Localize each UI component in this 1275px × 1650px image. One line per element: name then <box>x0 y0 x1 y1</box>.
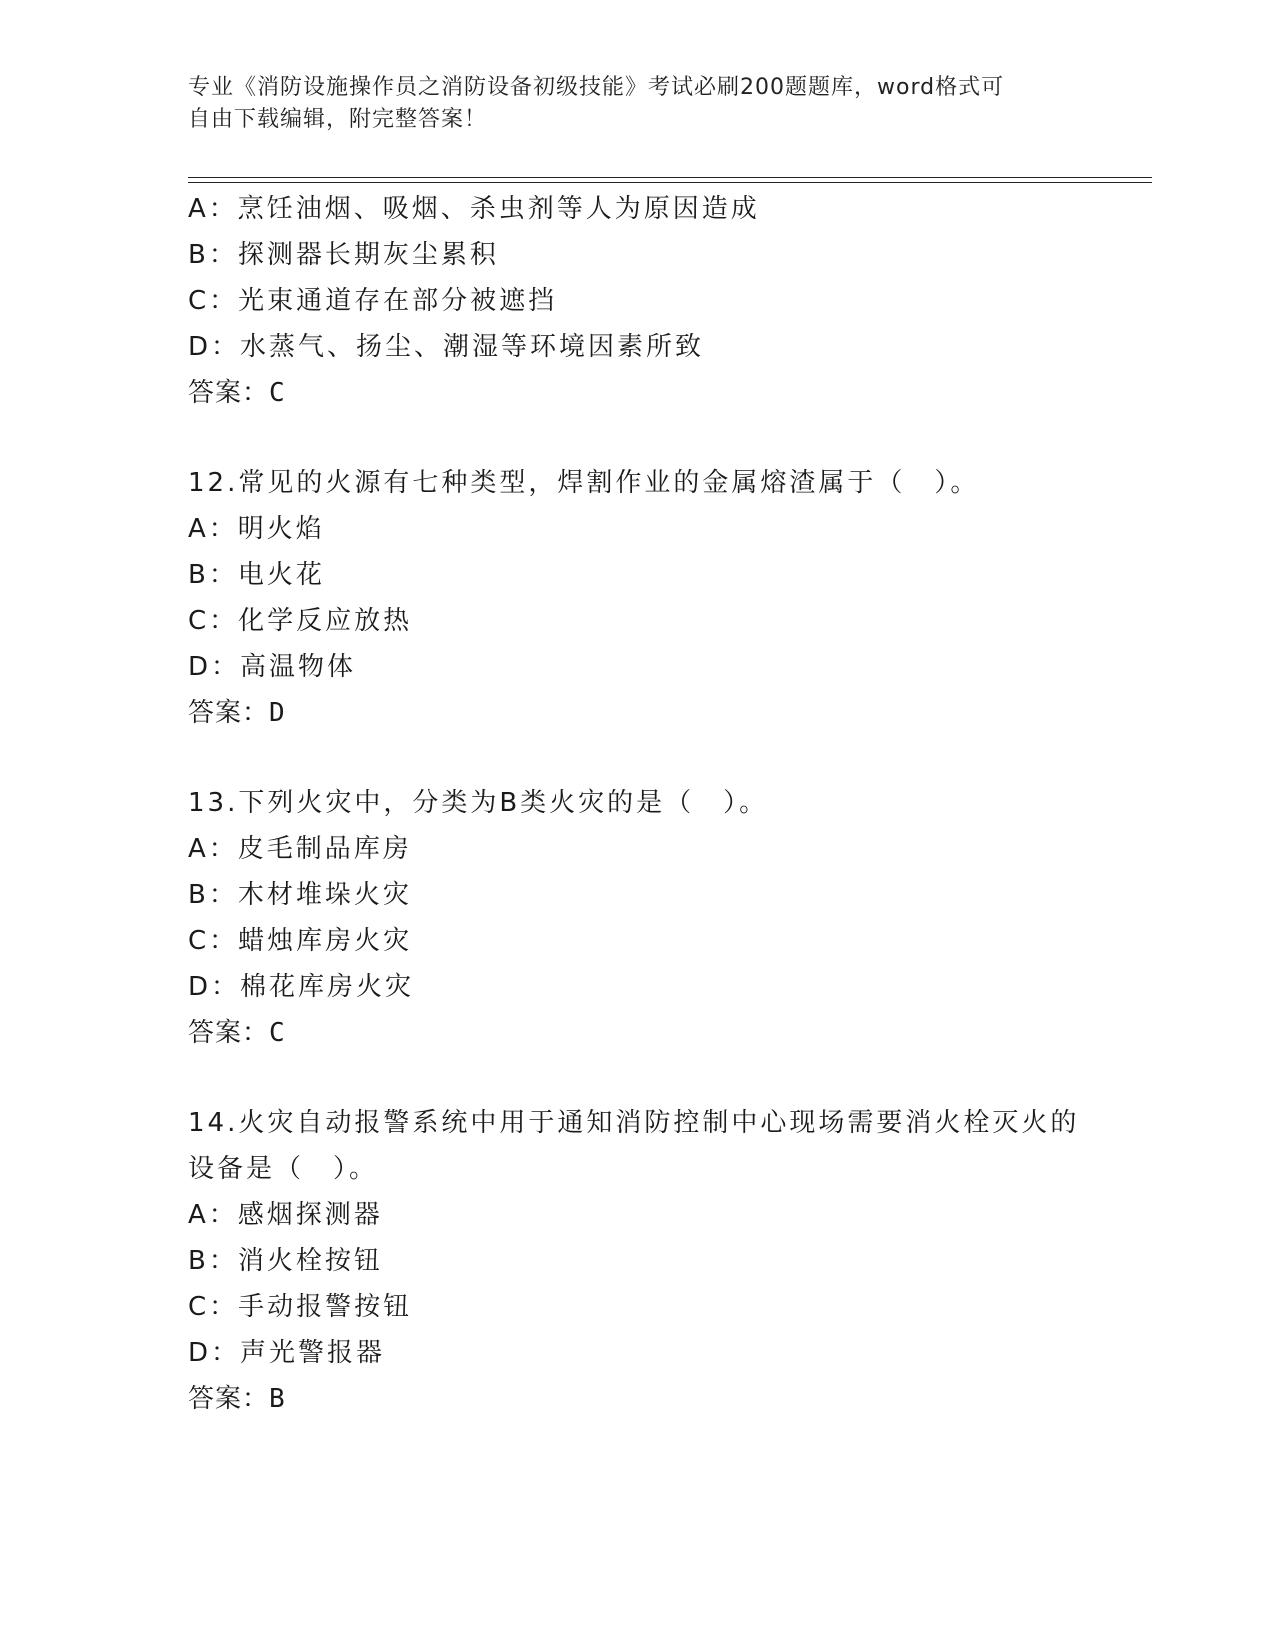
option-c: C：光束通道存在部分被遮挡 <box>188 286 558 316</box>
option-b: B：木材堆垛火灾 <box>188 880 412 910</box>
header-line-2: 自由下载编辑，附完整答案！ <box>188 107 488 132</box>
header-divider <box>188 177 1152 183</box>
question-text: 13.下列火灾中，分类为B类火灾的是（ ）。 <box>188 788 769 818</box>
option-b: B：电火花 <box>188 560 325 590</box>
answer-line <box>188 690 1108 736</box>
option-c: C：蜡烛库房火灾 <box>188 926 413 956</box>
answer-value: B <box>269 1384 286 1414</box>
option-c: C：手动报警按钮 <box>188 1292 413 1322</box>
question-text: 12.常见的火源有七种类型，焊割作业的金属熔渣属于（ ）。 <box>188 468 980 498</box>
question-11 <box>188 186 1108 416</box>
option-d: D：水蒸气、扬尘、潮湿等环境因素所致 <box>188 332 705 362</box>
option-d: D：棉花库房火灾 <box>188 972 415 1002</box>
answer-value: C <box>269 1018 286 1048</box>
option-d: D：高温物体 <box>188 652 357 682</box>
option-d: D：声光警报器 <box>188 1338 386 1368</box>
question-list <box>188 186 1108 1422</box>
answer-line <box>188 1010 1108 1056</box>
answer-line <box>188 370 1108 416</box>
question-14 <box>188 1100 1108 1422</box>
option-a: A：感烟探测器 <box>188 1200 383 1230</box>
header-line-1: 专业《消防设施操作员之消防设备初级技能》考试必刷200题题库，word格式可 <box>188 75 1005 100</box>
question-12 <box>188 460 1108 736</box>
question-text-line-1: 14.火灾自动报警系统中用于通知消防控制中心现场需要消火栓灭火的 <box>188 1108 1080 1138</box>
answer-value: C <box>269 378 286 408</box>
answer-line <box>188 1376 1108 1422</box>
answer-label: 答案： <box>188 378 270 408</box>
question-text-line-2: 设备是（ ）。 <box>188 1154 379 1184</box>
question-13 <box>188 780 1108 1056</box>
option-a: A：烹饪油烟、吸烟、杀虫剂等人为原因造成 <box>188 194 760 224</box>
option-a: A：皮毛制品库房 <box>188 834 412 864</box>
option-b: B：探测器长期灰尘累积 <box>188 240 499 270</box>
answer-label: 答案： <box>188 1384 270 1414</box>
document-header <box>188 72 1088 136</box>
answer-label: 答案： <box>188 698 270 728</box>
answer-value: D <box>269 698 286 728</box>
option-c: C：化学反应放热 <box>188 606 413 636</box>
option-a: A：明火焰 <box>188 514 325 544</box>
option-b: B：消火栓按钮 <box>188 1246 383 1276</box>
answer-label: 答案： <box>188 1018 270 1048</box>
